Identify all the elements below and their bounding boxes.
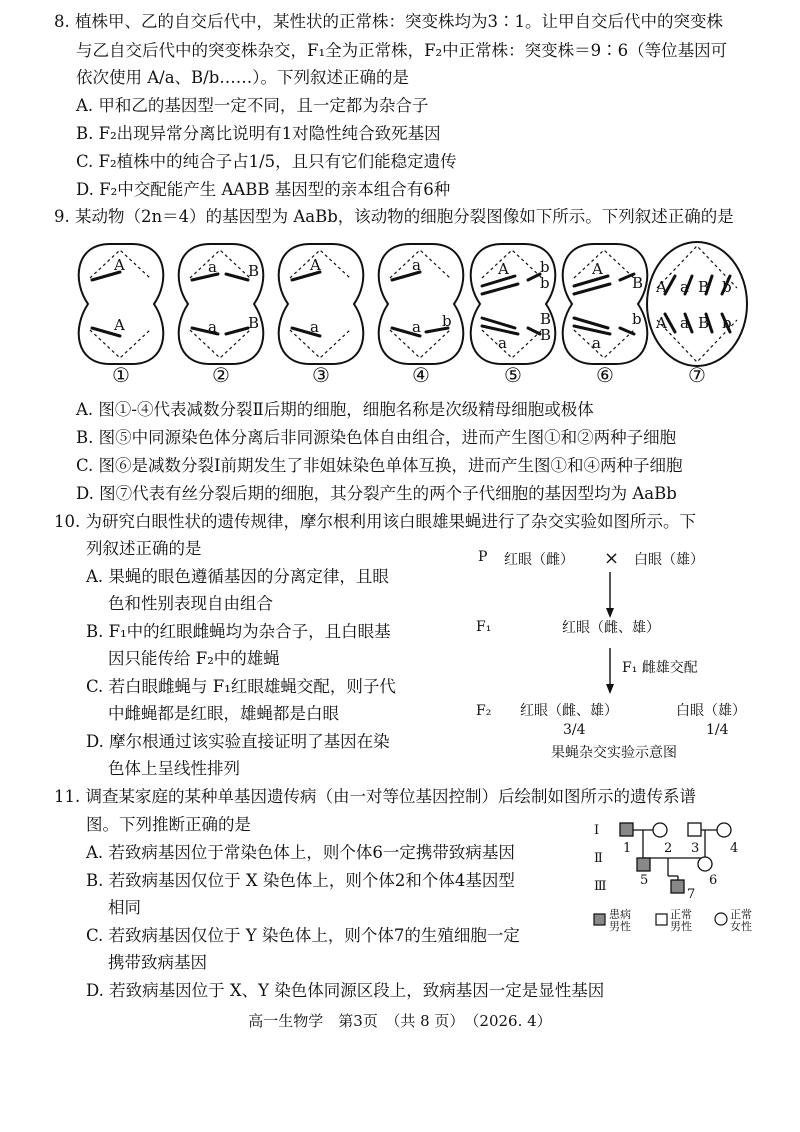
pedigree-gen-1: Ⅰ — [594, 823, 600, 838]
cell-5-bottom-label-b2: B — [540, 326, 552, 344]
q11-option-b-line1: B. 若致病基因仅位于 X 染色体上，则个体2和个体4基因型 — [86, 871, 515, 890]
cell-1-bottom-label: A — [114, 316, 125, 334]
q8-stem-line1: 8. 植株甲、乙的自交后代中，某性状的正常株：突变株均为3∶1。让甲自交后代中的突变株 — [54, 12, 723, 31]
pedigree-gen-3: Ⅲ — [594, 879, 607, 894]
q11-option-d: D. 若致病基因位于 X、Y 染色体同源区段上，致病基因一定是显性基因 — [86, 981, 605, 1000]
cell-7-outline — [647, 242, 747, 366]
cross-f1-phenotype: 红眼（雌、雄） — [562, 620, 660, 636]
cross-symbol: × — [604, 548, 620, 569]
cell-3-bottom-label: a — [310, 318, 319, 336]
legend-normal-male: 正常男性 — [670, 908, 692, 933]
cell-4-top-label: a — [412, 256, 421, 274]
pedigree-individual-4 — [717, 823, 731, 837]
cell-5-number: ⑤ — [504, 363, 522, 386]
cell-3-number: ③ — [312, 363, 330, 386]
cross-p-male: 白眼（雄） — [634, 552, 704, 568]
cell-1-number: ① — [112, 363, 130, 386]
q10-option-a-line2: 色和性别表现自由组合 — [108, 594, 273, 613]
q11-stem-line1: 11. 调查某家庭的某种单基因遗传病（由一对等位基因控制）后绘制如图所示的遗传系谱 — [54, 787, 696, 806]
cell-7-number: ⑦ — [688, 363, 706, 386]
cell-6-outline — [563, 244, 648, 364]
q10-option-d-line2: 色体上呈线性排列 — [108, 759, 240, 778]
cell-1-top-label: A — [114, 256, 125, 274]
pedigree-label-6: 6 — [709, 873, 718, 888]
pedigree-gen-2: Ⅱ — [594, 851, 603, 866]
q9-option-d: D. 图⑦代表有丝分裂后期的细胞，其分裂产生的两个子代细胞的基因型均为 AaBb — [76, 484, 677, 503]
q9-stem: 9. 某动物（2n＝4）的基因型为 AaBb，该动物的细胞分裂图像如下所示。下列叙述正确的是 — [54, 207, 734, 226]
cell-6-bottom-label-a: a — [592, 334, 601, 352]
q9-option-b: B. 图⑤中同源染色体分离后非同源染色体自由组合，进而产生图①和②两种子细胞 — [76, 428, 677, 447]
cell-6-bottom-label-b: b — [632, 310, 642, 328]
cell-5-bottom-label-b1: B — [540, 310, 552, 328]
pedigree-label-3: 3 — [691, 841, 700, 856]
cell-6-number: ⑥ — [596, 363, 614, 386]
cell-4-bottom-label-b: b — [442, 312, 452, 330]
cell-5-top-label-b2: b — [540, 274, 550, 292]
pedigree-individual-1 — [620, 823, 633, 836]
cell-4-bottom-label-a: a — [412, 318, 421, 336]
cross-caption: 果蝇杂交实验示意图 — [551, 745, 677, 761]
cell-7-top-label-B: B — [698, 278, 710, 296]
cross-f2-label: F₂ — [476, 703, 492, 719]
cell-3-outline — [279, 244, 364, 364]
cell-5-top-label-a: A — [498, 260, 509, 278]
cross-f2-red: 红眼（雌、雄） — [520, 703, 618, 719]
cross-ratio-white: 1/4 — [706, 722, 729, 738]
pedigree-label-2: 2 — [664, 841, 673, 856]
cross-p-label: P — [478, 549, 488, 565]
q11-option-b-line2: 相同 — [108, 898, 141, 917]
cell-2-bottom-label-b: B — [248, 314, 260, 332]
q10-option-b-line2: 因只能传给 F₂中的雄蝇 — [108, 649, 280, 668]
pedigree-individual-3 — [688, 823, 701, 836]
legend-affected-male: 患病男性 — [609, 908, 631, 933]
legend-affected-male-symbol — [594, 914, 605, 925]
cell-division-figure — [70, 236, 760, 386]
cell-2-top-label-a: a — [208, 258, 217, 276]
pedigree-individual-6 — [698, 857, 712, 871]
q10-option-c-line2: 中雌蝇都是红眼，雄蝇都是白眼 — [108, 704, 339, 723]
pedigree-label-5: 5 — [640, 873, 649, 888]
cell-2-number: ② — [212, 363, 230, 386]
q8-option-b: B. F₂出现异常分离比说明有1对隐性纯合致死基因 — [76, 124, 441, 143]
q10-stem-line1: 10. 为研究白眼性状的遗传规律，摩尔根利用该白眼雄果蝇进行了杂交实验如图所示。下 — [54, 512, 696, 531]
q8-option-a: A. 甲和乙的基因型一定不同，且一定都为杂合子 — [76, 96, 429, 115]
pedigree-individual-5 — [637, 858, 650, 871]
legend-normal-male-symbol — [656, 914, 667, 925]
cell-6-top-label-a: A — [592, 260, 603, 278]
cell-7-bottom-label-a: a — [680, 314, 689, 332]
cell-7-top-label-b: b — [722, 278, 732, 296]
pedigree-individual-7 — [671, 880, 684, 893]
cell-2-top-label-b: B — [248, 262, 260, 280]
pedigree-label-1: 1 — [623, 841, 632, 856]
pedigree-individual-2 — [653, 823, 667, 837]
q10-option-c-line1: C. 若白眼雌蝇与 F₁红眼雄蝇交配，则子代 — [86, 677, 396, 696]
cell-7-bottom-label-B: B — [698, 314, 710, 332]
q10-option-a-line1: A. 果蝇的眼色遵循基因的分离定律，且眼 — [86, 567, 389, 586]
cell-6-top-label-b: B — [632, 274, 644, 292]
q11-option-c-line2: 携带致病基因 — [108, 953, 207, 972]
pedigree-label-7: 7 — [687, 887, 696, 902]
q10-option-b-line1: B. F₁中的红眼雌蝇均为杂合子，且白眼基 — [86, 622, 391, 641]
cross-p-female: 红眼（雌） — [504, 552, 574, 568]
q11-stem-line2: 图。下列推断正确的是 — [86, 815, 251, 834]
cell-5-bottom-label-a: a — [498, 334, 507, 352]
cell-3-top-label: A — [310, 256, 321, 274]
q8-option-c: C. F₂植株中的纯合子占1/5，且只有它们能稳定遗传 — [76, 152, 457, 171]
q11-option-a: A. 若致病基因位于常染色体上，则个体6一定携带致病基因 — [86, 843, 515, 862]
page-footer: 高一生物学 第3页 （共 8 页） （2026. 4） — [248, 1012, 552, 1030]
cell-7-bottom-label-A: A — [656, 314, 667, 332]
q9-option-c: C. 图⑥是减数分裂Ⅰ前期发生了非姐妹染色单体互换，进而产生图①和④两种子细胞 — [76, 456, 683, 475]
q9-option-a: A. 图①-④代表减数分裂Ⅱ后期的细胞，细胞名称是次级精母细胞或极体 — [76, 400, 594, 419]
cross-ratio-red: 3/4 — [563, 722, 586, 738]
cell-7-top-label-A: A — [656, 278, 667, 296]
q10-option-d-line1: D. 摩尔根通过该实验直接证明了基因在染 — [86, 732, 390, 751]
cell-7-bottom-label-b: b — [722, 314, 732, 332]
cross-f1-label: F₁ — [476, 619, 492, 635]
q8-stem-line2: 与乙自交后代中的突变株杂交，F₁全为正常株，F₂中正常株：突变株＝9∶6（等位基因可 — [76, 41, 728, 60]
cell-2-bottom-label-a: a — [208, 318, 217, 336]
q11-option-c-line1: C. 若致病基因仅位于 Y 染色体上，则个体7的生殖细胞一定 — [86, 926, 520, 945]
legend-normal-female-symbol — [715, 913, 727, 925]
legend-normal-female: 正常女性 — [730, 908, 752, 933]
cell-4-number: ④ — [412, 363, 430, 386]
q10-stem-line2: 列叙述正确的是 — [86, 539, 202, 558]
q8-option-d: D. F₂中交配能产生 AABB 基因型的亲本组合有6种 — [76, 180, 451, 199]
cross-f2-white: 白眼（雄） — [676, 703, 746, 719]
cell-5-top-label-b1: b — [540, 258, 550, 276]
cell-7-top-label-a: a — [680, 278, 689, 296]
pedigree-label-4: 4 — [730, 841, 739, 856]
cell-4-outline — [379, 244, 464, 364]
cross-f1-mating: F₁ 雌雄交配 — [622, 660, 698, 676]
q8-stem-line3: 依次使用 A/a、B/b……）。下列叙述正确的是 — [76, 68, 410, 87]
